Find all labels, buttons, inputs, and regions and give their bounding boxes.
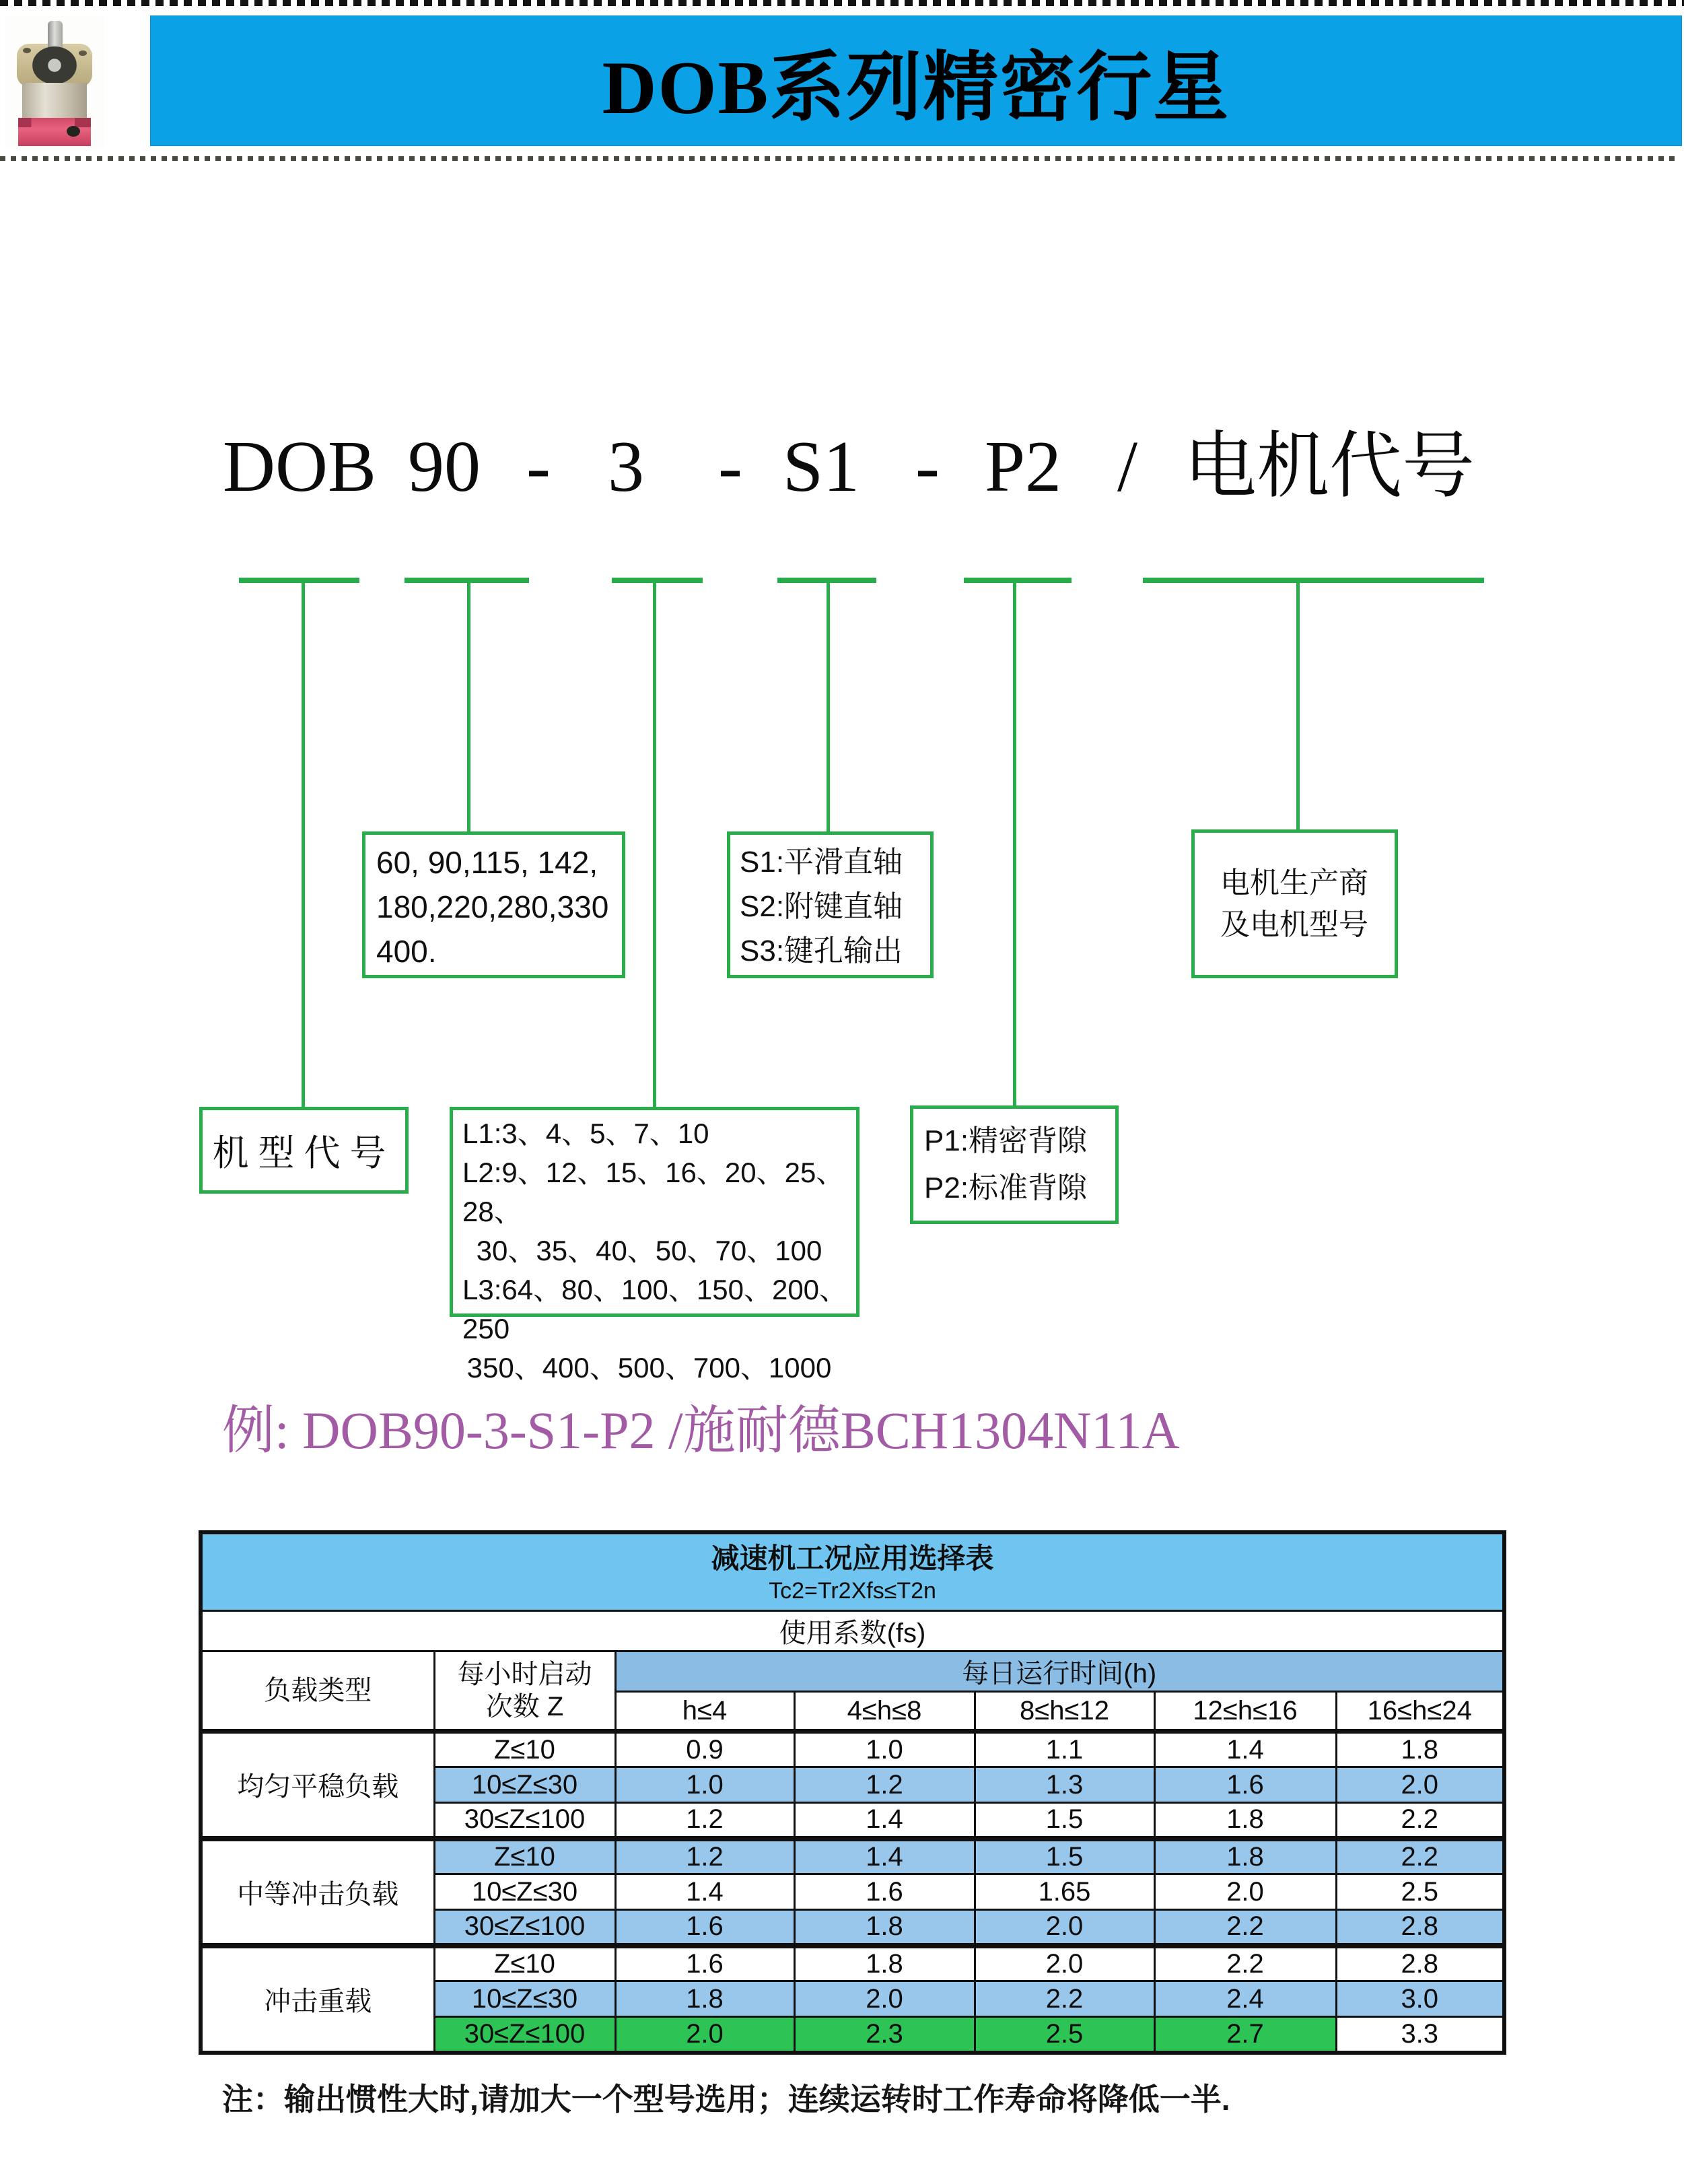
load-type-cell: 中等冲击负载 xyxy=(201,1839,434,1946)
callout-line: P1:精密背隙 xyxy=(924,1124,1088,1157)
underline-series xyxy=(239,578,359,583)
table-formula: Tc2=Tr2Xfs≤T2n xyxy=(769,1578,936,1604)
hour-range-header: 8≤h≤12 xyxy=(975,1692,1154,1732)
underline-ratio xyxy=(612,578,703,583)
hour-range-header: 12≤h≤16 xyxy=(1154,1692,1336,1732)
hour-range-header: h≤4 xyxy=(615,1692,794,1732)
load-type-cell: 均匀平稳负载 xyxy=(201,1732,434,1839)
callout-line: 30、35、40、50、70、100 xyxy=(476,1235,822,1266)
stem-size xyxy=(467,582,470,833)
model-part-size: 90 xyxy=(408,427,481,507)
factor-value-cell: 1.4 xyxy=(615,1874,794,1910)
gearbox-base-notch xyxy=(18,118,91,127)
callout-line: 180,220,280,330 xyxy=(376,889,609,924)
factor-value-cell: 1.8 xyxy=(1154,1803,1336,1839)
factor-value-cell: 1.8 xyxy=(794,1946,975,1981)
factor-value-cell: 2.5 xyxy=(1336,1874,1504,1910)
table-title-cell xyxy=(201,1532,1504,1611)
stem-motor xyxy=(1296,582,1300,831)
factor-value-cell: 2.2 xyxy=(1154,1910,1336,1946)
flange-hole xyxy=(79,50,87,56)
model-part-shaft: S1 xyxy=(782,427,860,507)
factor-value-cell: 2.0 xyxy=(615,2017,794,2053)
usage-factor-cell: 使用系数(fs) xyxy=(201,1611,1504,1651)
factor-value-cell: 2.2 xyxy=(1154,1946,1336,1981)
selection-table xyxy=(199,1530,1506,2055)
model-part-series: DOB xyxy=(222,427,377,507)
hour-range-header: 4≤h≤8 xyxy=(794,1692,975,1732)
z-range-cell: Z≤10 xyxy=(434,1732,615,1767)
factor-value-cell: 2.7 xyxy=(1154,2017,1336,2053)
model-part-backlash: P2 xyxy=(984,427,1062,507)
factor-value-cell: 2.0 xyxy=(1154,1874,1336,1910)
z-range-cell: 10≤Z≤30 xyxy=(434,1767,615,1803)
factor-value-cell: 2.8 xyxy=(1336,1910,1504,1946)
gearbox-body xyxy=(22,83,87,122)
frame-code-label: 机型代号 xyxy=(212,1133,396,1173)
factor-value-cell: 1.4 xyxy=(794,1803,975,1839)
stem-series xyxy=(302,582,305,1108)
z-range-cell: Z≤10 xyxy=(434,1839,615,1874)
gearbox-plug xyxy=(67,126,80,137)
factor-value-cell: 1.6 xyxy=(615,1946,794,1981)
factor-value-cell: 2.8 xyxy=(1336,1946,1504,1981)
product-photo xyxy=(5,15,104,148)
dotted-rule xyxy=(0,156,1677,161)
factor-value-cell: 2.0 xyxy=(975,1946,1154,1981)
callout-line: 400. xyxy=(376,934,437,969)
factor-value-cell: 1.5 xyxy=(975,1803,1154,1839)
underline-backlash xyxy=(964,578,1072,583)
underline-motor xyxy=(1143,578,1484,583)
factor-value-cell: 1.4 xyxy=(1154,1732,1336,1767)
factor-value-cell: 1.8 xyxy=(794,1910,975,1946)
factor-value-cell: 1.4 xyxy=(794,1839,975,1874)
callout-line: 350、400、500、700、1000 xyxy=(466,1352,832,1384)
starts-header-line: 次数 Z xyxy=(485,1692,564,1721)
table-row xyxy=(201,1946,1504,1981)
factor-value-cell: 1.1 xyxy=(975,1732,1154,1767)
callout-line: S1:平滑直轴 xyxy=(740,846,903,879)
stem-backlash xyxy=(1013,582,1016,1107)
z-range-cell: 30≤Z≤100 xyxy=(434,1910,615,1946)
factor-value-cell: 1.0 xyxy=(615,1767,794,1803)
callout-ratios xyxy=(450,1107,859,1384)
model-part-dash: - xyxy=(526,427,551,507)
factor-value-cell: 0.9 xyxy=(615,1732,794,1767)
factor-value-cell: 1.3 xyxy=(975,1767,1154,1803)
stem-shaft xyxy=(827,582,830,833)
callout-frame-sizes xyxy=(362,831,625,978)
factor-value-cell: 1.2 xyxy=(794,1767,975,1803)
callout-line: L2:9、12、15、16、20、25、28、 xyxy=(462,1157,845,1227)
daily-runtime-header: 每日运行时间(h) xyxy=(615,1651,1504,1692)
callout-motor xyxy=(1191,829,1398,978)
factor-value-cell: 3.0 xyxy=(1336,1981,1504,2017)
table-row xyxy=(201,1839,1504,1874)
factor-value-cell: 2.2 xyxy=(975,1981,1154,2017)
load-type-cell: 冲击重载 xyxy=(201,1946,434,2053)
factor-value-cell: 2.0 xyxy=(1336,1767,1504,1803)
selection-table-grid xyxy=(199,1530,1506,2055)
factor-value-cell: 1.2 xyxy=(615,1839,794,1874)
callout-frame-code xyxy=(199,1107,409,1194)
factor-value-cell: 1.8 xyxy=(1154,1839,1336,1874)
model-part-dash: - xyxy=(915,427,940,507)
page-title: DOB系列精密行星 xyxy=(602,46,1230,130)
starts-header-line: 每小时启动 xyxy=(457,1660,592,1689)
callout-backlash xyxy=(910,1105,1119,1224)
factor-value-cell: 1.0 xyxy=(794,1732,975,1767)
factor-value-cell: 1.5 xyxy=(975,1839,1154,1874)
z-range-cell: 10≤Z≤30 xyxy=(434,1874,615,1910)
z-range-cell: 30≤Z≤100 xyxy=(434,1803,615,1839)
table-title: 减速机工况应用选择表 xyxy=(711,1542,994,1574)
factor-value-cell: 2.3 xyxy=(794,2017,975,2053)
model-part-ratio: 3 xyxy=(608,427,644,507)
top-dashed-rule xyxy=(0,0,1684,6)
flange-hole xyxy=(23,48,31,53)
factor-value-cell: 1.2 xyxy=(615,1803,794,1839)
z-range-cell: 10≤Z≤30 xyxy=(434,1981,615,2017)
load-type-header: 负载类型 xyxy=(201,1651,434,1732)
factor-value-cell: 1.6 xyxy=(1154,1767,1336,1803)
factor-value-cell: 2.0 xyxy=(975,1910,1154,1946)
z-range-cell: 30≤Z≤100 xyxy=(434,2017,615,2053)
hour-range-header: 16≤h≤24 xyxy=(1336,1692,1504,1732)
starts-per-hour-header xyxy=(434,1651,615,1732)
factor-value-cell: 3.3 xyxy=(1336,2017,1504,2053)
factor-value-cell: 2.4 xyxy=(1154,1981,1336,2017)
factor-value-cell: 2.2 xyxy=(1336,1803,1504,1839)
factor-value-cell: 2.5 xyxy=(975,2017,1154,2053)
z-range-cell: Z≤10 xyxy=(434,1946,615,1981)
factor-value-cell: 1.8 xyxy=(615,1981,794,2017)
model-part-slash: / xyxy=(1117,427,1138,507)
callout-line: L3:64、80、100、150、200、250 xyxy=(462,1274,848,1344)
factor-value-cell: 1.6 xyxy=(794,1874,975,1910)
stem-ratio xyxy=(653,582,656,1108)
factor-value-cell: 2.2 xyxy=(1336,1839,1504,1874)
callout-shaft-types xyxy=(727,831,934,978)
callout-line: P2:标准背隙 xyxy=(924,1171,1088,1204)
factor-value-cell: 2.0 xyxy=(794,1981,975,2017)
header-bar xyxy=(150,15,1682,146)
example-line: 例: DOB90-3-S1-P2 /施耐德BCH1304N11A xyxy=(222,1401,1180,1460)
callout-line: 及电机型号 xyxy=(1220,908,1368,941)
callout-line: S3:键孔输出 xyxy=(740,934,903,967)
footnote: 注：输出惯性大时,请加大一个型号选用；连续运转时工作寿命将降低一半. xyxy=(222,2082,1230,2117)
table-row xyxy=(201,1732,1504,1767)
factor-value-cell: 1.6 xyxy=(615,1910,794,1946)
model-part-motor: 电机代号 xyxy=(1183,427,1475,507)
callout-line: S2:附键直轴 xyxy=(740,890,903,923)
model-part-dash: - xyxy=(718,427,742,507)
callout-line: 电机生产商 xyxy=(1220,866,1368,899)
factor-value-cell: 1.8 xyxy=(1336,1732,1504,1767)
callout-line: 60, 90,115, 142, xyxy=(376,845,598,880)
gearbox-bearing xyxy=(32,46,77,84)
selection-table-body xyxy=(201,1532,1504,2053)
factor-value-cell: 1.65 xyxy=(975,1874,1154,1910)
callout-line: L1:3、4、5、7、10 xyxy=(462,1118,709,1149)
